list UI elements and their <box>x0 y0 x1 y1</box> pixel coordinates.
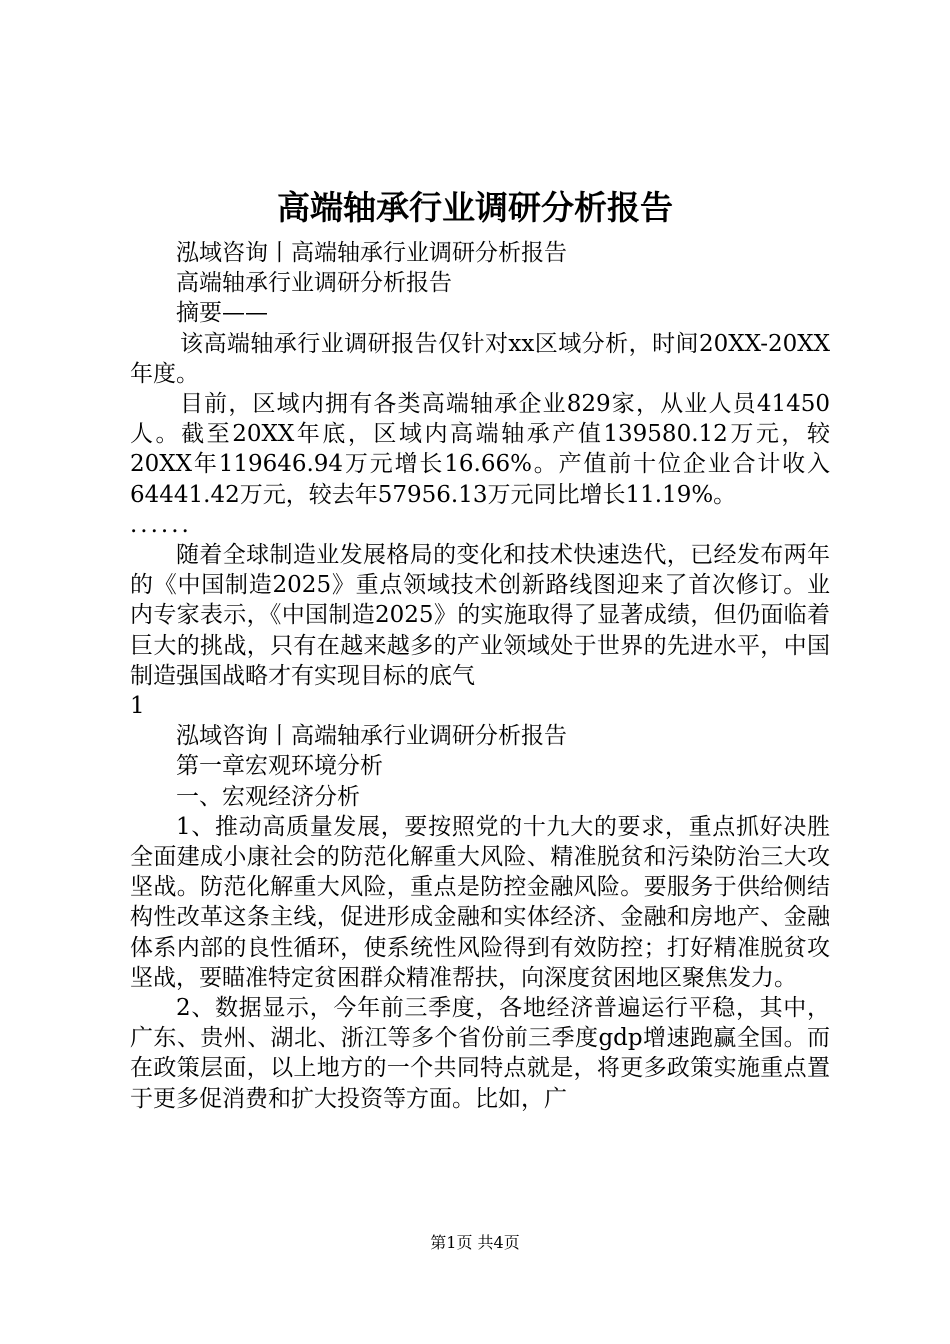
header-line: 泓域咨询丨高端轴承行业调研分析报告 <box>176 240 567 266</box>
background-paragraph: 随着全球制造业发展格局的变化和技术快速迭代，已经发布两年的《中国制造2025》重点领域技术创新路线图迎来了首次修订。业内专家表示，《中国制造2025》的实施取得了显著成绩，但仍面临着巨大的挑战，只有在越来越多的产业领域处于世界的先进水平，中国制造强国战略才有实现目标的底气 <box>130 542 830 689</box>
chapter-heading: 第一章宏观环境分析 <box>176 753 383 780</box>
inline-page-number: 1 <box>130 693 145 720</box>
section-heading: 一、宏观经济分析 <box>176 783 360 810</box>
document-body <box>130 238 830 1114</box>
abstract-stats-paragraph: 目前，区域内拥有各类高端轴承企业829家，从业人员41450人。截至20XX年底，区域内高端轴承产值139580.12万元，较20XX年119646.94万元增长16.66%。产值前十位企业合计收入64441.42万元，较去年57956.13万元同比增长11.19%。 <box>130 391 830 508</box>
abstract-scope-paragraph: 该高端轴承行业调研报告仅针对xx区域分析，时间20XX-20XX年度。 <box>130 330 830 387</box>
abstract-heading: 摘要—— <box>176 300 268 327</box>
paragraph-item-1: 1、推动高质量发展，要按照党的十九大的要求，重点抓好决胜全面建成小康社会的防范化解重大风险、精准脱贫和污染防治三大攻坚战。防范化解重大风险，重点是防控金融风险。要服务于供给侧结构性改革这条主线，促进形成金融和实体经济、金融和房地产、金融体系内部的良性循环，使系统性风险得到有效防控；打好精准脱贫攻坚战，要瞄准特定贫困群众精准帮扶，向深度贫困地区聚焦发力。 <box>130 813 830 991</box>
header-line-repeat: 泓域咨询丨高端轴承行业调研分析报告 <box>176 723 567 750</box>
paragraph-item-2: 2、数据显示，今年前三季度，各地经济普遍运行平稳，其中，广东、贵州、湖北、浙江等多个省份前三季度gdp增速跑赢全国。而在政策层面，以上地方的一个共同特点就是，将更多政策实施重点置于更多促消费和扩大投资等方面。比如，广 <box>130 995 830 1112</box>
document-title: 高端轴承行业调研分析报告 <box>277 188 673 227</box>
report-subtitle: 高端轴承行业调研分析报告 <box>176 270 452 297</box>
page-footer: 第1页 共4页 <box>430 1233 520 1252</box>
ellipsis: ...... <box>130 511 192 538</box>
